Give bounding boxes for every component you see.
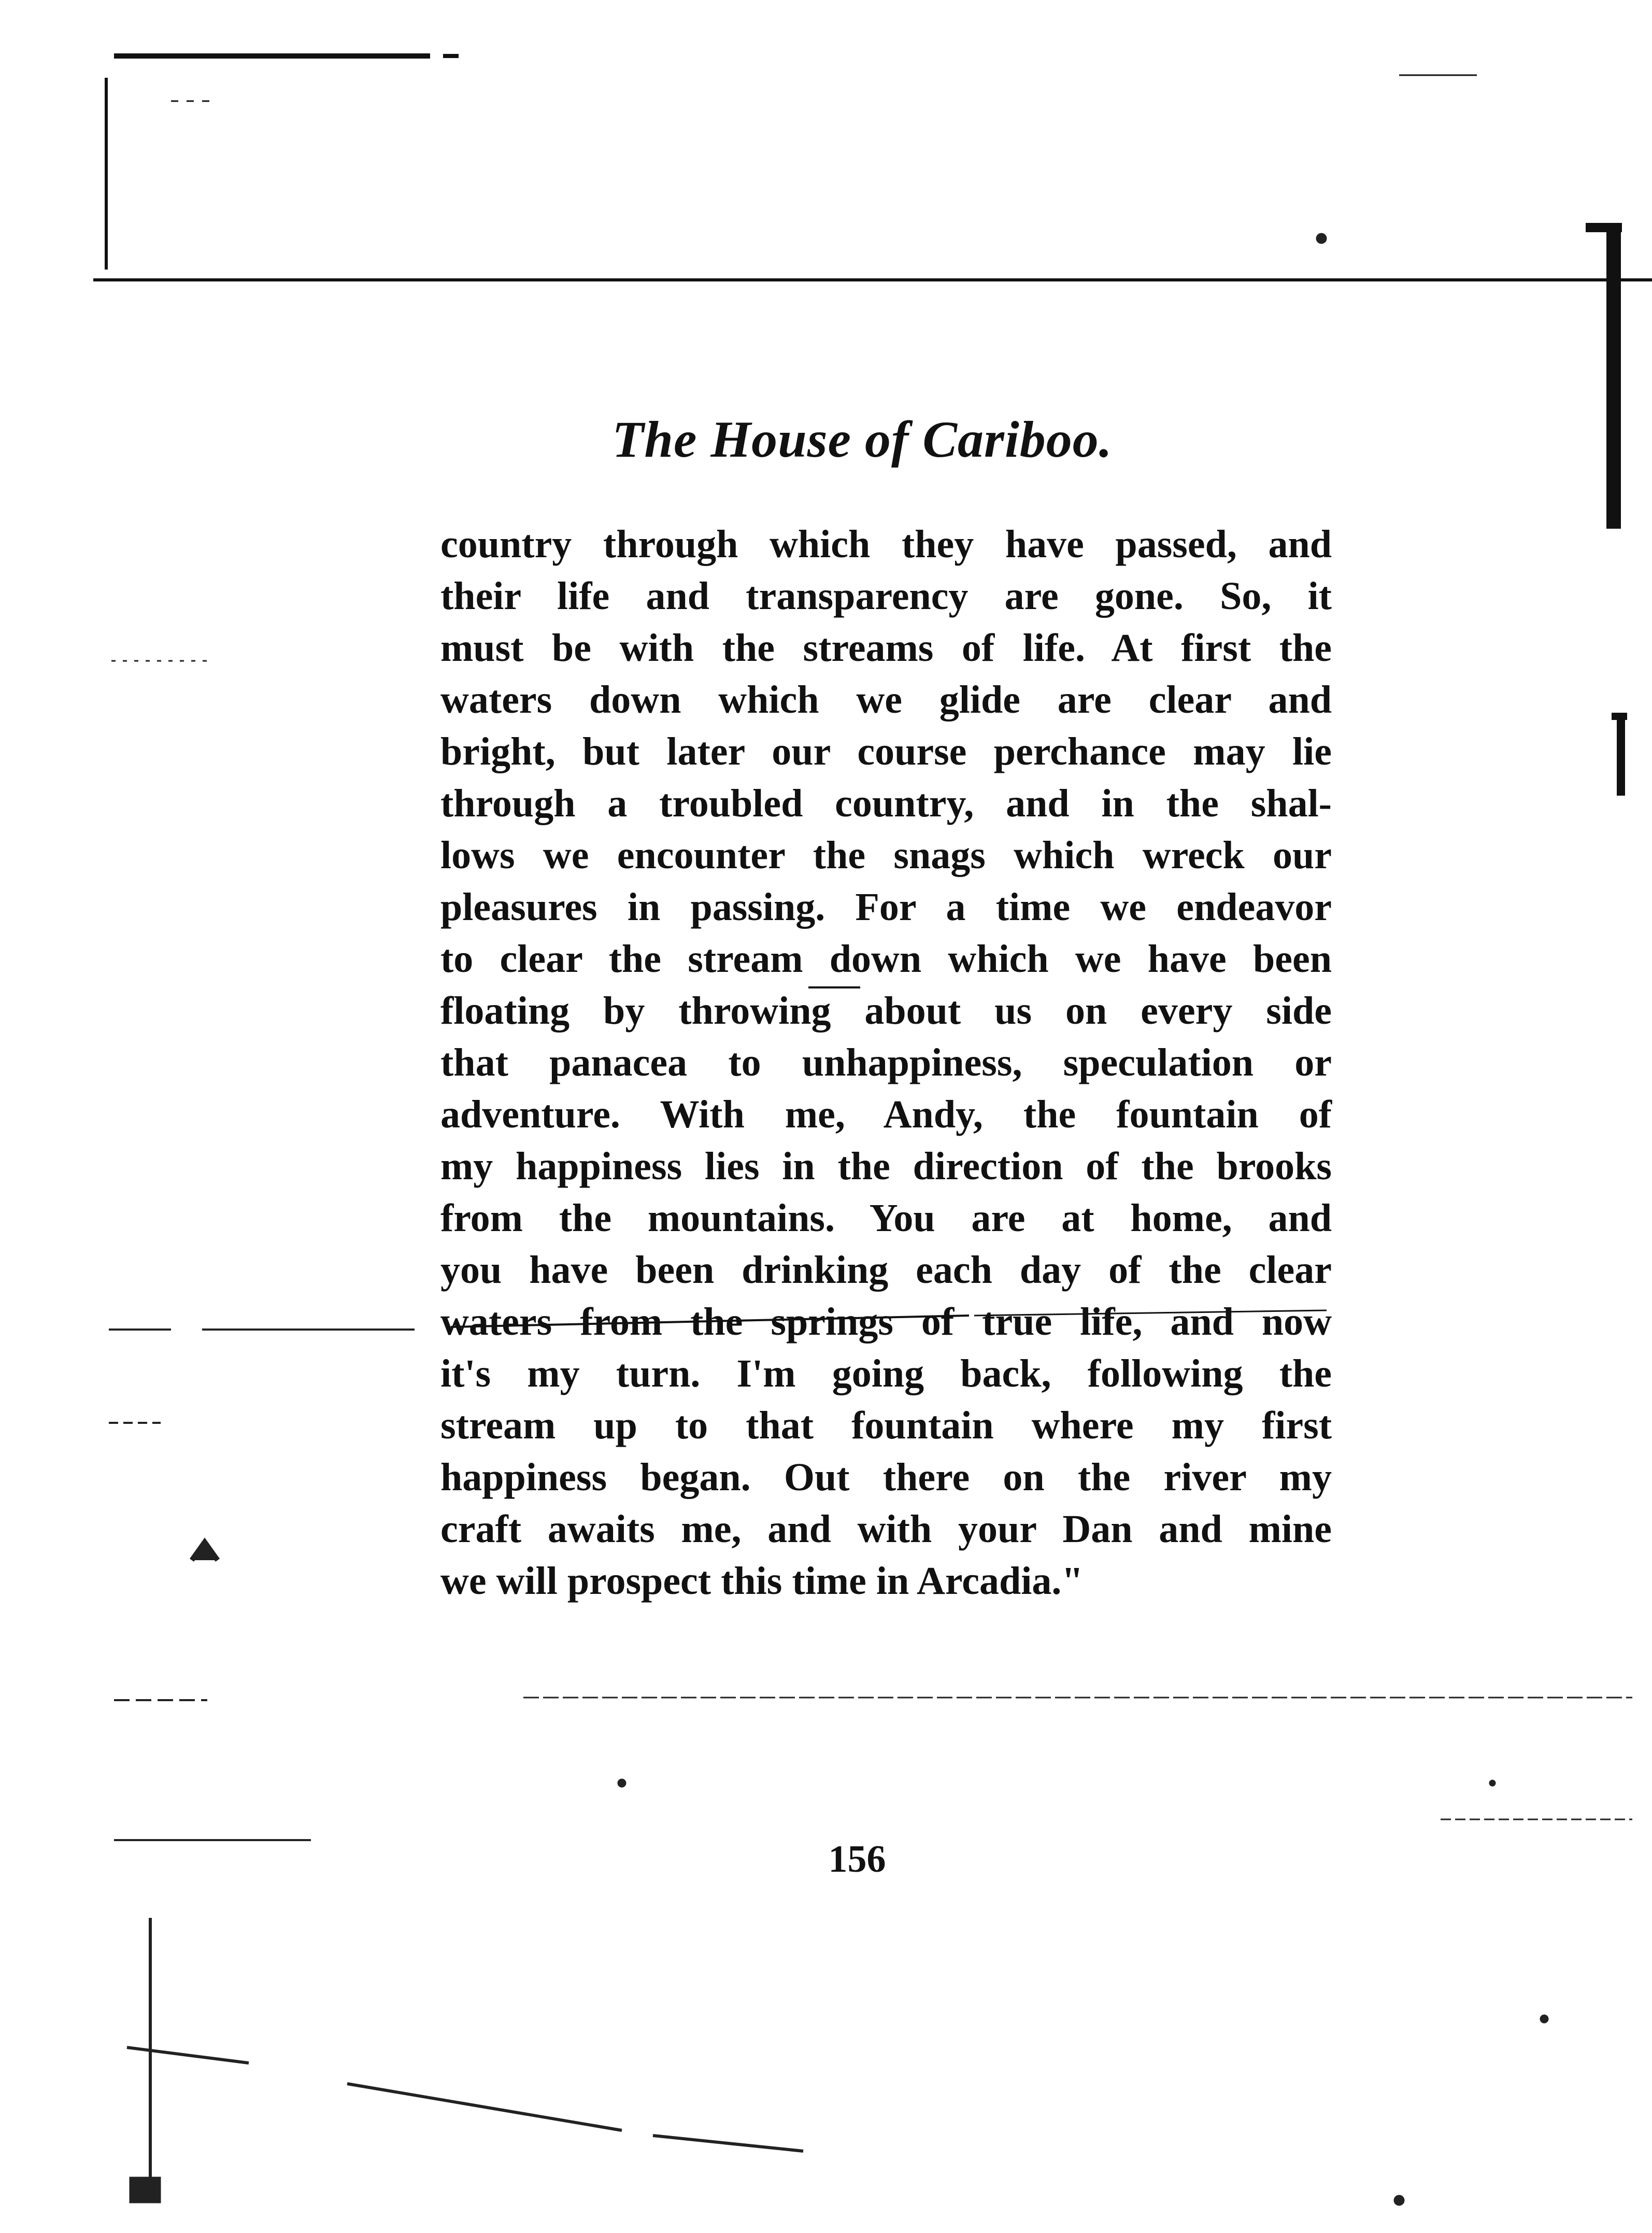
text-line: we will prospect this time in Arcadia." (440, 1559, 1084, 1603)
text-line: stream up to that fountain where my first (440, 1404, 1332, 1447)
text-line: that panacea to unhappiness, speculation or (440, 1041, 1332, 1084)
text-line: craft awaits me, and with your Dan and mine (440, 1507, 1332, 1551)
text-line: from the mountains. You are at home, and (440, 1196, 1332, 1240)
text-line: through a troubled country, and in the shal- (440, 782, 1332, 825)
page-number: 156 (828, 1838, 886, 1881)
text-line: must be with the streams of life. At first the (440, 626, 1332, 670)
text-line: my happiness lies in the direction of the brooks (440, 1144, 1332, 1188)
text-line: waters down which we glide are clear and (440, 678, 1332, 722)
text-line: you have been drinking each day of the clear (440, 1248, 1332, 1292)
text-line: pleasures in passing. For a time we endeavor (440, 885, 1332, 929)
text-line: bright, but later our course perchance may lie (440, 730, 1332, 773)
body-text (440, 518, 1332, 1607)
text-line: lows we encounter the snags which wreck our (440, 833, 1332, 877)
text-line: to clear the stream down which we have been (440, 937, 1332, 981)
text-line: country through which they have passed, and (440, 522, 1332, 566)
top-margin-marks (93, 56, 1652, 280)
text-line: waters from the springs of true life, and now (440, 1300, 1332, 1344)
text-line: floating by throwing about us on every side (440, 989, 1332, 1033)
running-head: The House of Cariboo. (612, 411, 1113, 468)
text-line: adventure. With me, Andy, the fountain of (440, 1093, 1332, 1136)
text-line: happiness began. Out there on the river my (440, 1455, 1332, 1499)
text-line: their life and transparency are gone. So, it (440, 574, 1332, 618)
right-margin-bars (1586, 223, 1627, 796)
text-line: it's my turn. I'm going back, following the (440, 1352, 1332, 1395)
